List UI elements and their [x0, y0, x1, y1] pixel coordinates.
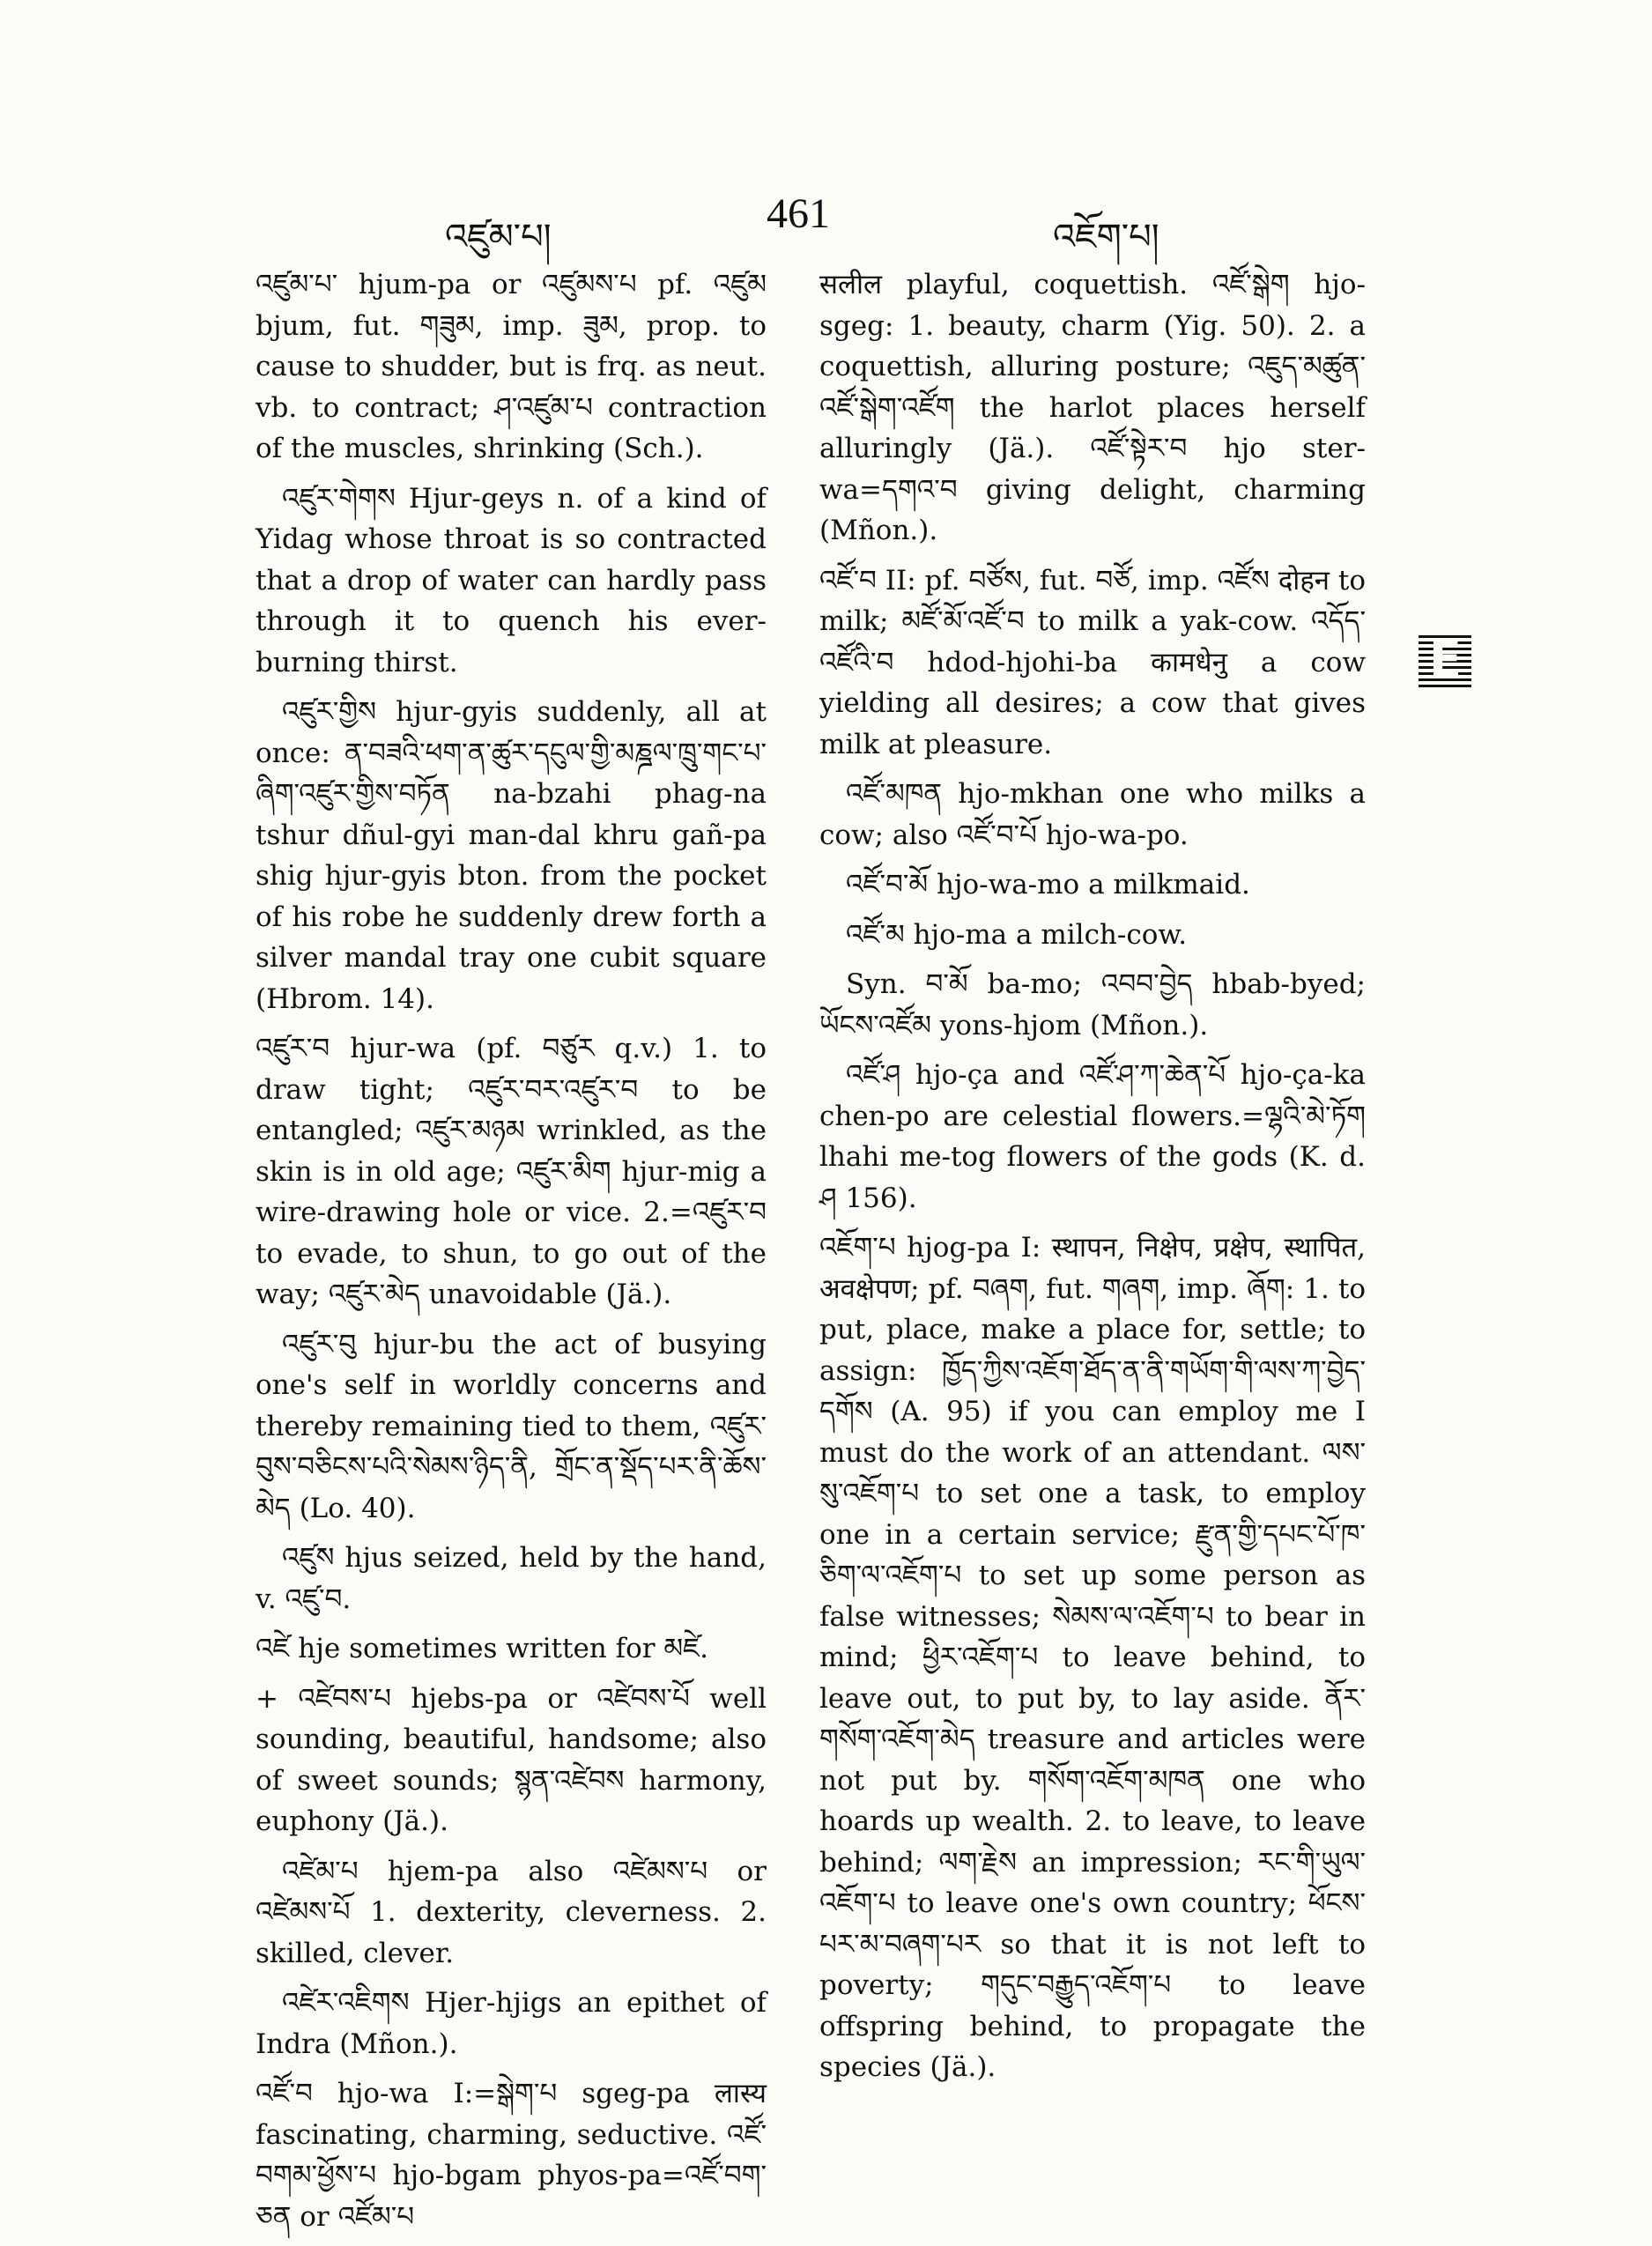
entry-hjur-gyis: འཛུར་གྱིས hjur-gyis suddenly, all at once: ན་བཟའི་ཕག་ན་ཚུར་དངུལ་གྱི་མཎྜལ་ཁྲུ་གང་པ་ཞིག་འཛུར་གྱིས་བཏོན na-bzahi phag-na tshur dñul-gyi man-dal khru gañ-pa shig hjur-gyis bton. from the pocket of his robe he suddenly drew forth a silver mandal tray one cubit square (Hbrom. 14). — [256, 696, 767, 1015]
entry-hjur-geys: འཛུར་གེགས Hjur-geys n. of a kind of Yidag whose throat is so contracted that a drop of water can hardly pass through it to quench his ever-burning thirst. — [256, 482, 767, 678]
entry-hjo-ca: འཛོ་ཤ hjo-ça and འཛོ་ཤ་ཀ་ཆེན་པོ hjo-ça-ka chen-po are celestial flowers.=ལྷའི་མེ་ཏོག lhahi me-tog flowers of the gods (K. d. ཤ 156). — [819, 1059, 1366, 1214]
entry-hjem-pa: འཛེམ་པ hjem-pa also འཛེམས་པ or འཛེམས་པོ 1. dexterity, cleverness. 2. skilled, clever. — [256, 1855, 767, 1969]
right-column — [819, 264, 1366, 2097]
entry-hje: འཛེ hje sometimes written for མཛེ. — [256, 1633, 708, 1664]
entry-synonyms: Syn. བ་མོ ba-mo; འབབ་བྱེད hbab-byed; ཡོངས་འཛོམ yons-hjom (Mñon.). — [819, 968, 1366, 1041]
entry-hjog-pa: འཇོག་པ hjog-pa I: स्थापन, निक्षेप, प्रक्षेप, स्थापित, अवक्षेपण; pf. བཞག, fut. གཞག, imp. ཞོག: 1. to put, place, make a place for, settle; to assign: ཁྱོད་ཀྱིས་འཇོག་ཐོད་ན་ནི་གཡོག་གི་ལས་ཀ་བྱེད་དགོས (A. 95) if you can employ me I must do the work of an attendant. ལས་སུ་འཇོག་པ to set one a task, to employ one in a certain service; རྫུན་གྱི་དཔང་པོ་ཁ་ཅིག་ལ་འཇོག་པ to set up some person as false witnesses; སེམས་ལ་འཇོག་པ to bear in mind; ཕྱིར་འཇོག་པ to leave behind, to leave out, to put by, to lay aside. ནོར་གསོག་འཇོག་མེད treasure and articles were not put by. གསོག་འཇོག་མཁན one who hoards up wealth. 2. to leave, to leave behind; ལག་རྗེས an impression; རང་གི་ཡུལ་འཇོག་པ to leave one's own country; ཕོངས་པར་མ་བཞག་པར so that it is not left to poverty; གདུང་བརྒྱུད་འཇོག་པ to leave offspring behind, to propagate the species (Jä.). — [819, 1232, 1366, 2083]
running-header — [0, 189, 1652, 257]
entry-hjo-ma: འཛོ་མ hjo-ma a milch-cow. — [846, 918, 1188, 951]
entry-hjum-pa: འཛུམ་པ་ hjum-pa or འཛུམས་པ pf. འཛུམ bjum, fut. གཟུམ, imp. ཟུམ, prop. to cause to shudder, but is frq. as neut. vb. to contract; ཤ་འཛུམ་པ contraction of the muscles, shrinking (Sch.). — [256, 269, 767, 464]
entry-hjo-wa-i: འཛོ་བ hjo-wa I:=སྒེག་པ sgeg-pa लास्य fascinating, charming, seductive. འཛོ་བགམ་ཕྱོས་པ hjo-bgam phyos-pa=འཛོ་བག་ཅན or འཛོམ་པ — [256, 2078, 767, 2233]
thumb-index-tab-icon — [1419, 633, 1471, 687]
entry-hjur-wa: འཛུར་བ hjur-wa (pf. བཙུར q.v.) 1. to draw tight; འཛུར་བར་འཛུར་བ to be entangled; འཛུར་མཉམ wrinkled, as the skin is in old age; འཛུར་མིག hjur-mig a wire-drawing hole or vice. 2.=འཛུར་བ to evade, to shun, to go out of the way; འཛུར་མེད unavoidable (Jä.). — [256, 1033, 767, 1310]
entry-hjo-wa-mo: འཛོ་བ་མོ hjo-wa-mo a milkmaid. — [846, 869, 1250, 901]
entry-hjur-bu: འཛུར་བུ hjur-bu the act of busying one's self in worldly concerns and thereby remaining tied to them, འཛུར་བུས་བཅིངས་པའི་སེམས་ཉིད་ནི, གྲོང་ན་སྡོད་པར་ནི་ཆོས་མེད (Lo. 40). — [256, 1328, 767, 1524]
entry-hjus: འཛུས hjus seized, held by the hand, v. འཛུ་བ. — [256, 1542, 767, 1615]
page-number: 461 — [767, 190, 830, 237]
header-left-word: འཛུམ་པ། — [445, 217, 552, 257]
header-right-word: འཇོག་པ། — [1053, 217, 1159, 257]
entry-hjo-sgeg: सलील playful, coquettish. འཛོ་སྒེག hjo-sgeg: 1. beauty, charm (Yig. 50). 2. a coquettish, alluring posture; འཇུད་མཚུན་འཛོ་སྒེག་འཛོག the harlot places herself alluringly (Jä.). འཛོ་སྟེར་བ hjo ster-wa=དགའ་བ giving delight, charming (Mñon.). — [819, 269, 1366, 546]
entry-hjo-mkhan: འཛོ་མཁན hjo-mkhan one who milks a cow; also འཛོ་བ་པོ hjo-wa-po. — [819, 778, 1366, 851]
left-column — [256, 264, 767, 2246]
entry-hjer-hjigs: འཛེར་འཇིགས Hjer-hjigs an epithet of Indra (Mñon.). — [256, 1987, 767, 2060]
entry-hjebs-pa: + འཛེབས་པ hjebs-pa or འཛེབས་པོ well sounding, beautiful, handsome; also of sweet sounds; སྙན་འཛེབས harmony, euphony (Jä.). — [256, 1682, 767, 1837]
entry-hjo-wa-ii: འཛོ་བ II: pf. བཙོས, fut. བཙོ, imp. འཛོས दोहन to milk; མཛོ་མོ་འཛོ་བ to milk a yak-cow. འདོད་འཛོའི་བ hdod-hjohi-ba कामधेनु a cow yielding all desires; a cow that gives milk at pleasure. — [819, 564, 1366, 760]
